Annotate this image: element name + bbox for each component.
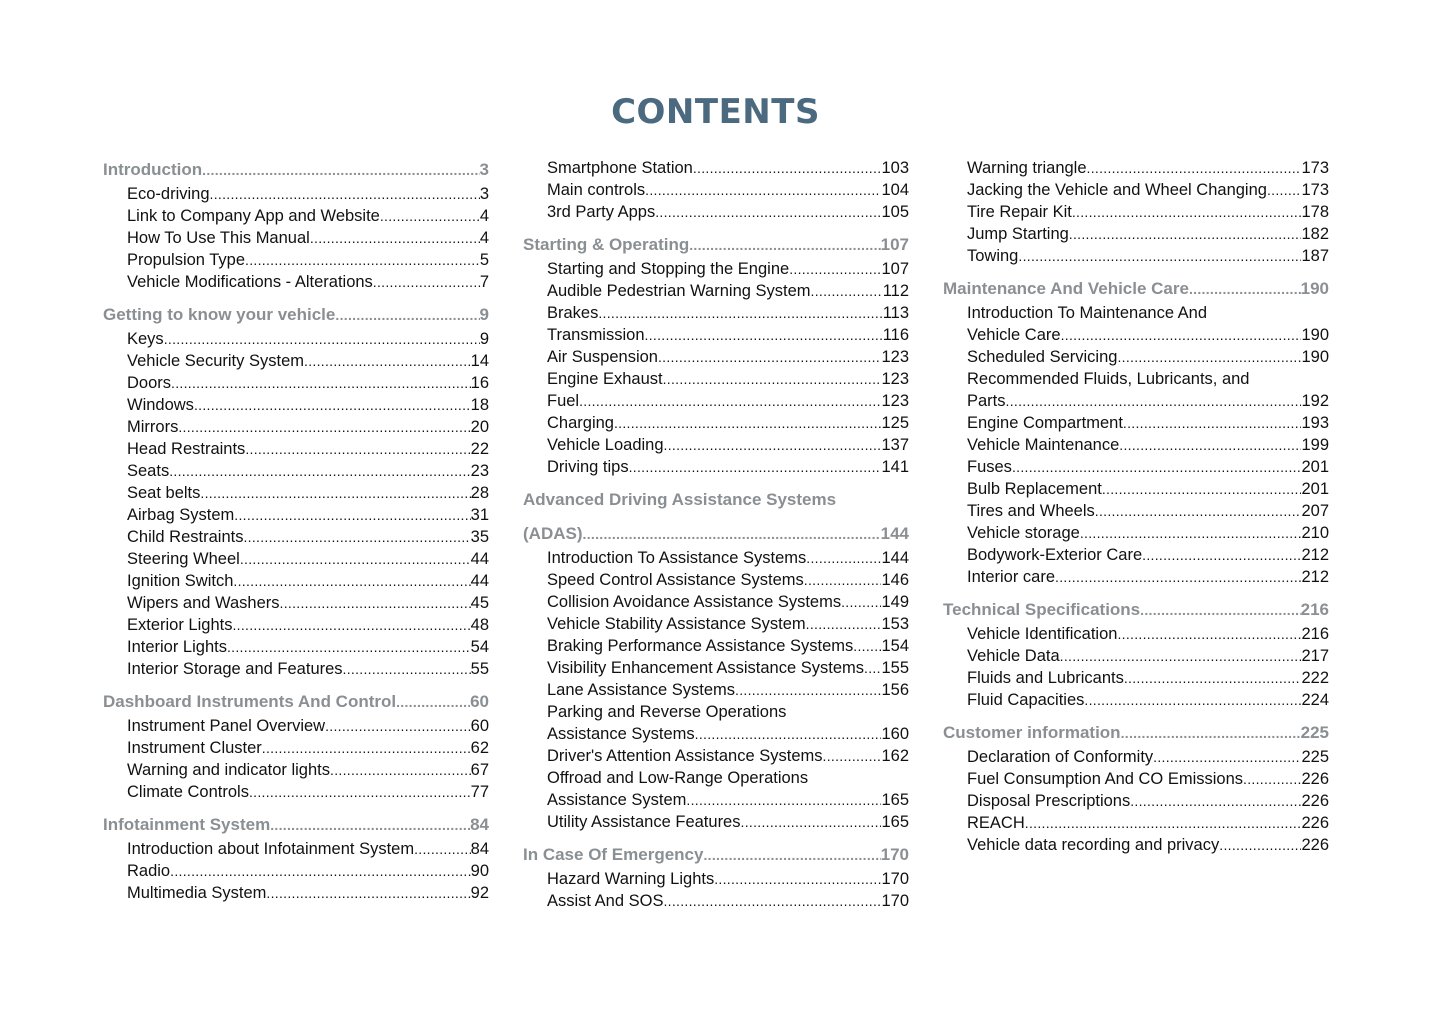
- toc-entry[interactable]: Seats ..... 23: [103, 460, 489, 482]
- toc-entry[interactable]: Fluids and Lubricants ..... 222: [943, 667, 1329, 689]
- toc-entry[interactable]: Air Suspension ..... 123: [523, 346, 909, 368]
- toc-entries-introduction: [103, 183, 489, 293]
- toc-entry[interactable]: Airbag System ..... 31: [103, 504, 489, 526]
- toc-entry[interactable]: Scheduled Servicing ..... 190: [943, 346, 1329, 368]
- toc-entry[interactable]: Assistance Systems ..... 160: [523, 723, 909, 745]
- toc-entry[interactable]: Radio ..... 90: [103, 860, 489, 882]
- toc-entry[interactable]: Wipers and Washers ..... 45: [103, 592, 489, 614]
- toc-entry[interactable]: Transmission ..... 116: [523, 324, 909, 346]
- toc-section-introduction[interactable]: Introduction ..... 3: [103, 157, 489, 183]
- toc-entry[interactable]: Keys ..... 9: [103, 328, 489, 350]
- toc-entry[interactable]: Warning and indicator lights ..... 67: [103, 759, 489, 781]
- toc-entry[interactable]: Instrument Panel Overview ..... 60: [103, 715, 489, 737]
- toc-entry[interactable]: Main controls ..... 104: [523, 179, 909, 201]
- toc-section-dashboard[interactable]: Dashboard Instruments And Control ..... 60: [103, 689, 489, 715]
- toc-entry[interactable]: Engine Exhaust ..... 123: [523, 368, 909, 390]
- toc-entry[interactable]: Utility Assistance Features ..... 165: [523, 811, 909, 833]
- toc-entries-infotainment: [103, 838, 489, 904]
- toc-section-getting-to-know[interactable]: Getting to know your vehicle ..... 9: [103, 302, 489, 328]
- toc-entries-infotainment-cont: [523, 157, 909, 223]
- toc-column-2: [523, 157, 909, 912]
- toc-section-technical-specifications[interactable]: Technical Specifications ..... 216: [943, 597, 1329, 623]
- toc-entry-line1[interactable]: Offroad and Low-Range Operations: [547, 769, 809, 787]
- toc-entry[interactable]: Vehicle Security System ..... 14: [103, 350, 489, 372]
- toc-entry[interactable]: Assist And SOS ..... 170: [523, 890, 909, 912]
- toc-entry[interactable]: Eco-driving ..... 3: [103, 183, 489, 205]
- toc-entry[interactable]: Link to Company App and Website ..... 4: [103, 205, 489, 227]
- toc-entry[interactable]: Fuel ..... 123: [523, 390, 909, 412]
- toc-entry[interactable]: Vehicle Data ..... 217: [943, 645, 1329, 667]
- toc-section-maintenance[interactable]: Maintenance And Vehicle Care ..... 190: [943, 276, 1329, 302]
- toc-entries-technical-specifications: [943, 623, 1329, 711]
- toc-entry[interactable]: Bodywork-Exterior Care ..... 212: [943, 544, 1329, 566]
- toc-entry[interactable]: Vehicle storage ..... 210: [943, 522, 1329, 544]
- toc-entry[interactable]: Hazard Warning Lights ..... 170: [523, 868, 909, 890]
- toc-entry[interactable]: Starting and Stopping the Engine ..... 107: [523, 258, 909, 280]
- toc-section-infotainment[interactable]: Infotainment System ..... 84: [103, 812, 489, 838]
- toc-entry[interactable]: Tire Repair Kit ..... 178: [943, 201, 1329, 223]
- toc-entry[interactable]: Audible Pedestrian Warning System ..... 112: [523, 280, 909, 302]
- toc-entry[interactable]: Doors ..... 16: [103, 372, 489, 394]
- toc-entry[interactable]: Engine Compartment ..... 193: [943, 412, 1329, 434]
- toc-entry[interactable]: Smartphone Station ..... 103: [523, 157, 909, 179]
- toc-entry[interactable]: Mirrors ..... 20: [103, 416, 489, 438]
- toc-entry[interactable]: REACH ..... 226: [943, 812, 1329, 834]
- toc-entry[interactable]: Interior Storage and Features ..... 55: [103, 658, 489, 680]
- toc-entry[interactable]: Visibility Enhancement Assistance Systems ..... 155: [523, 657, 909, 679]
- toc-section-adas-title[interactable]: Advanced Driving Assistance Systems: [523, 490, 837, 509]
- toc-entry[interactable]: Vehicle Care ..... 190: [943, 324, 1329, 346]
- toc-entry[interactable]: Seat belts ..... 28: [103, 482, 489, 504]
- toc-entry-line1[interactable]: Parking and Reverse Operations: [547, 703, 787, 721]
- toc-entry[interactable]: Towing ..... 187: [943, 245, 1329, 267]
- toc-entries-dashboard: [103, 715, 489, 803]
- toc-section-customer-information[interactable]: Customer information ..... 225: [943, 720, 1329, 746]
- toc-entries-maintenance: [943, 302, 1329, 588]
- toc-entry[interactable]: Vehicle Identification ..... 216: [943, 623, 1329, 645]
- toc-entries-starting-operating: [523, 258, 909, 478]
- toc-entry-line1[interactable]: Introduction To Maintenance And: [967, 304, 1208, 322]
- toc-entry[interactable]: Jacking the Vehicle and Wheel Changing ..... 173: [943, 179, 1329, 201]
- toc-entry[interactable]: Tires and Wheels ..... 207: [943, 500, 1329, 522]
- toc-entries-emergency-cont: [943, 157, 1329, 267]
- toc-entry[interactable]: Jump Starting ..... 182: [943, 223, 1329, 245]
- toc-entry[interactable]: Vehicle Maintenance ..... 199: [943, 434, 1329, 456]
- toc-entry[interactable]: How To Use This Manual ..... 4: [103, 227, 489, 249]
- toc-entries-adas: [523, 547, 909, 833]
- toc-entries-getting-to-know: [103, 328, 489, 680]
- toc-entry[interactable]: Collision Avoidance Assistance Systems ..... 149: [523, 591, 909, 613]
- toc-entry[interactable]: Ignition Switch ..... 44: [103, 570, 489, 592]
- toc-entry[interactable]: Exterior Lights ..... 48: [103, 614, 489, 636]
- toc-entry[interactable]: Fuses ..... 201: [943, 456, 1329, 478]
- toc-entries-emergency: [523, 868, 909, 912]
- toc-entry-line1[interactable]: Recommended Fluids, Lubricants, and: [967, 370, 1250, 388]
- toc-entry[interactable]: Warning triangle ..... 173: [943, 157, 1329, 179]
- toc-entry[interactable]: Driving tips ..... 141: [523, 456, 909, 478]
- toc-section-emergency[interactable]: In Case Of Emergency ..... 170: [523, 842, 909, 868]
- toc-entry[interactable]: Climate Controls ..... 77: [103, 781, 489, 803]
- toc-entry[interactable]: Braking Performance Assistance Systems ..... 154: [523, 635, 909, 657]
- toc-entry[interactable]: Bulb Replacement ..... 201: [943, 478, 1329, 500]
- toc-entry[interactable]: Vehicle Stability Assistance System ..... 153: [523, 613, 909, 635]
- toc-entry[interactable]: Speed Control Assistance Systems ..... 146: [523, 569, 909, 591]
- page-title: CONTENTS: [611, 92, 820, 132]
- toc-entry[interactable]: Interior Lights ..... 54: [103, 636, 489, 658]
- toc-entry[interactable]: Vehicle Modifications - Alterations ..... 7: [103, 271, 489, 293]
- toc-entry[interactable]: Interior care ..... 212: [943, 566, 1329, 588]
- toc-entry[interactable]: Assistance System ..... 165: [523, 789, 909, 811]
- toc-entry[interactable]: Child Restraints ..... 35: [103, 526, 489, 548]
- toc-entry[interactable]: 3rd Party Apps ..... 105: [523, 201, 909, 223]
- toc-entry[interactable]: Vehicle data recording and privacy ..... 226: [943, 834, 1329, 856]
- toc-entry[interactable]: Steering Wheel ..... 44: [103, 548, 489, 570]
- toc-entry[interactable]: Fluid Capacities ..... 224: [943, 689, 1329, 711]
- toc-entry[interactable]: Propulsion Type ..... 5: [103, 249, 489, 271]
- toc-entry[interactable]: Brakes ..... 113: [523, 302, 909, 324]
- toc-entry[interactable]: Vehicle Loading ..... 137: [523, 434, 909, 456]
- toc-entry[interactable]: Driver's Attention Assistance Systems ..... 162: [523, 745, 909, 767]
- toc-entry[interactable]: Parts ..... 192: [943, 390, 1329, 412]
- toc-section-adas[interactable]: (ADAS) ..... 144: [523, 521, 909, 547]
- toc-column-3: [943, 157, 1329, 856]
- toc-entries-customer-information: [943, 746, 1329, 856]
- toc-entry[interactable]: Introduction about Infotainment System ..... 84: [103, 838, 489, 860]
- toc-entry[interactable]: Instrument Cluster ..... 62: [103, 737, 489, 759]
- toc-column-1: [103, 157, 489, 904]
- toc-entry[interactable]: Lane Assistance Systems ..... 156: [523, 679, 909, 701]
- toc-entry[interactable]: Windows ..... 18: [103, 394, 489, 416]
- toc-entry[interactable]: Introduction To Assistance Systems ..... 144: [523, 547, 909, 569]
- toc-entry[interactable]: Declaration of Conformity ..... 225: [943, 746, 1329, 768]
- toc-section-starting-operating[interactable]: Starting & Operating ..... 107: [523, 232, 909, 258]
- toc-entry[interactable]: Charging ..... 125: [523, 412, 909, 434]
- toc-entry[interactable]: Head Restraints ..... 22: [103, 438, 489, 460]
- toc-entry[interactable]: Fuel Consumption And CO Emissions ..... 226: [943, 768, 1329, 790]
- toc-entry[interactable]: Disposal Prescriptions ..... 226: [943, 790, 1329, 812]
- toc-entry[interactable]: Multimedia System ..... 92: [103, 882, 489, 904]
